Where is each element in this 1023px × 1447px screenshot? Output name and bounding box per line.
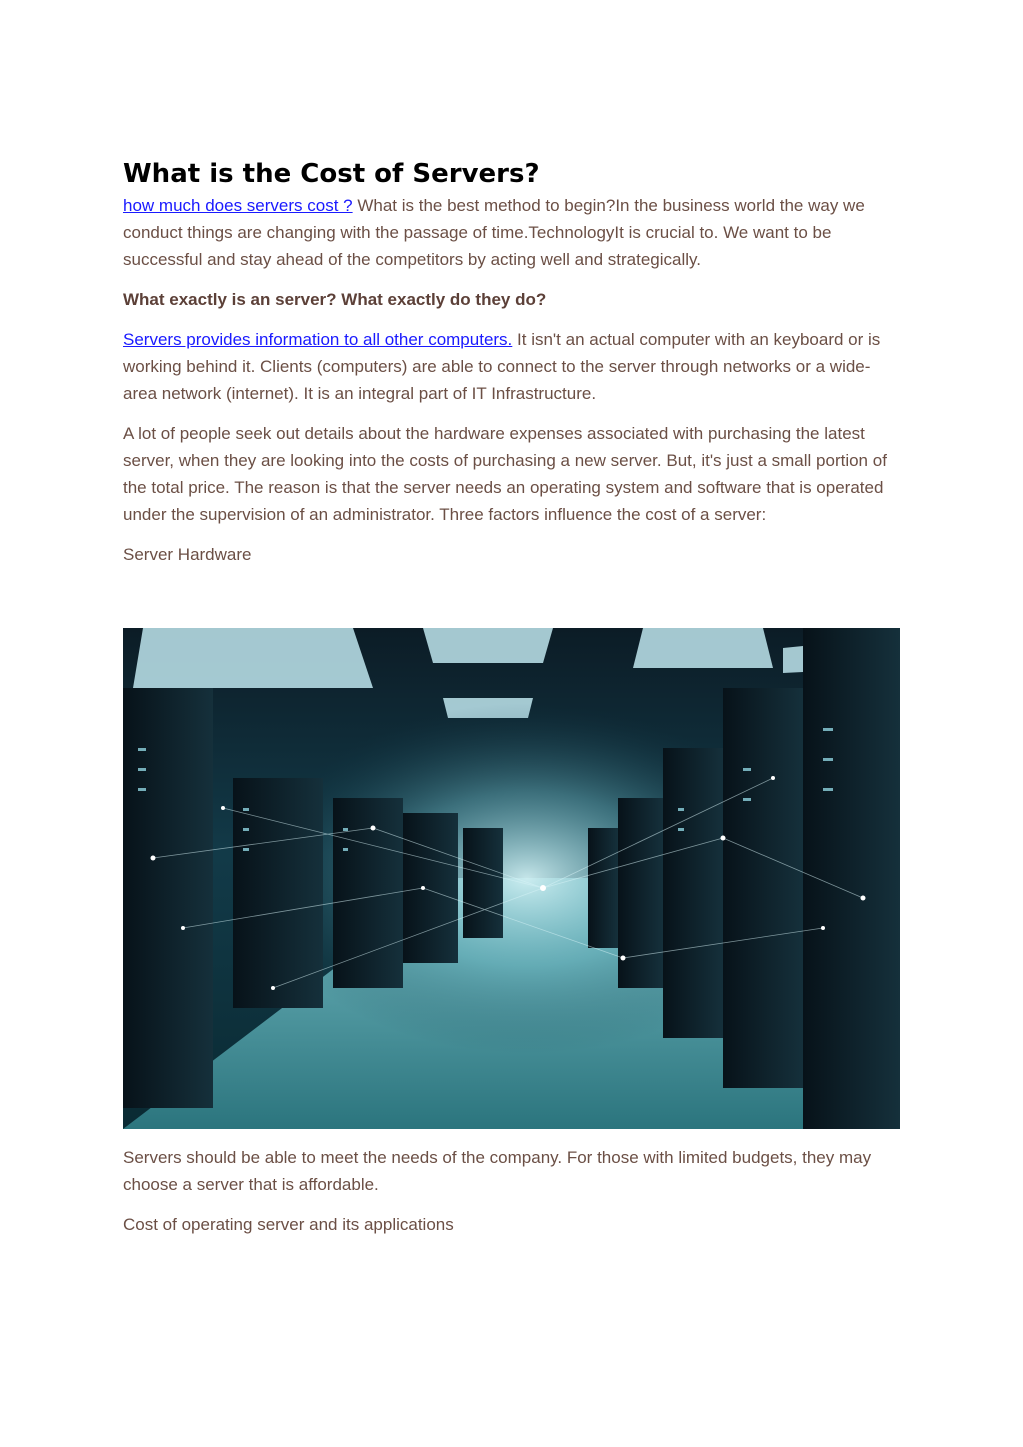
article-bottom — [123, 1144, 903, 1251]
paragraph-servers — [123, 326, 903, 407]
section-operating-cost: Cost of operating server and its applications — [123, 1215, 454, 1234]
intro-paragraph — [123, 192, 903, 273]
datacenter-image — [123, 628, 900, 1129]
subheading: What exactly is an server? What exactly do they do? — [123, 290, 547, 309]
servers-link[interactable]: Servers provides information to all other computers. — [123, 330, 513, 349]
article-top — [123, 156, 903, 581]
page-title: What is the Cost of Servers? — [123, 159, 540, 189]
section-server-hardware: Server Hardware — [123, 545, 252, 564]
intro-text: What is the best method to begin?In the business world the way we conduct things are changing with the passage of time.TechnologyIt is crucial to. We want to be successful and stay ahead of the competitors by acting well and strategically. — [123, 196, 865, 269]
paragraph-costs: A lot of people seek out details about the hardware expenses associated with purchasing the latest server, when they are looking into the costs of purchasing a new server. But, it's just a small portion of the total price. The reason is that the server needs an operating system and software that is operated under the supervision of an administrator. Three factors influence the cost of a server: — [123, 424, 887, 524]
servers-text: It isn't an actual computer with an keyboard or is working behind it. Clients (computers) are able to connect to the server through networks or a wide-area network (internet). It is an integral part of IT Infrastructure. — [123, 330, 881, 403]
intro-link[interactable]: how much does servers cost ? — [123, 196, 353, 215]
paragraph-needs: Servers should be able to meet the needs of the company. For those with limited budgets, they may choose a server that is affordable. — [123, 1148, 872, 1194]
